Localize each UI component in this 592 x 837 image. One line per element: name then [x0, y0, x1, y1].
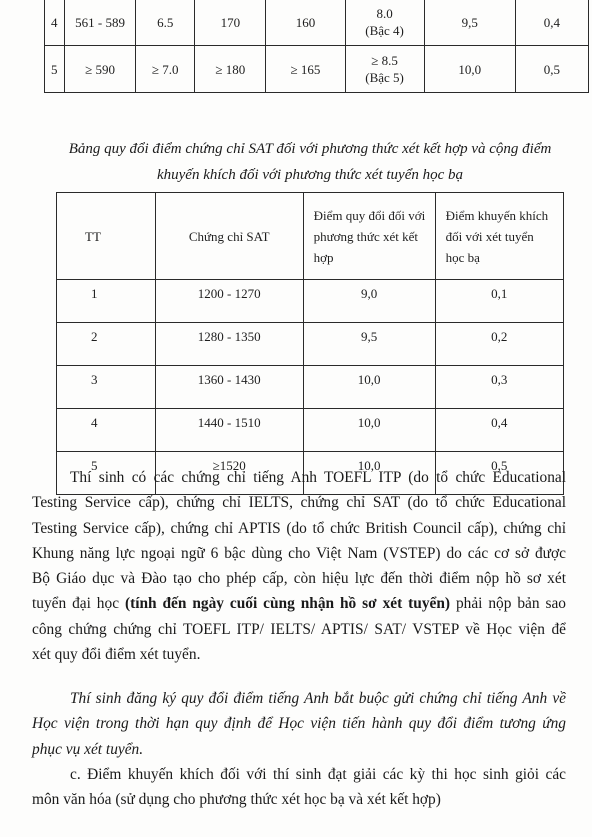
header-converted-score: Điểm quy đổi đối với phương thức xét kết hợp [303, 193, 435, 280]
converted-score: 10,0 [303, 409, 435, 452]
converted-score: 9,0 [303, 280, 435, 323]
sat-range: ≥1520 [155, 452, 303, 495]
text-line: xét quy đổi điểm xét tuyển. [32, 646, 201, 664]
text-line: Khung năng lực ngoại ngữ 6 bậc dùng cho Việt Nam (VSTEP) do các cơ sở được [32, 544, 566, 562]
vstep-score: ≥ 8.5 [371, 53, 398, 68]
converted-score: 10,0 [303, 452, 435, 495]
bonus-score: 0,1 [435, 280, 563, 323]
row-index: 3 [57, 366, 156, 409]
text-line: Testing Service cấp), chứng chỉ APTIS (do tổ chức British Council cấp), chứng chỉ [32, 519, 566, 537]
text-line: tuyển đại học (tính đến ngày cuối cùng nhận hồ sơ xét tuyển) phải nộp bản sao [32, 595, 566, 613]
text-line: Thí sinh có các chứng chỉ tiếng Anh TOEFL ITP (do tổ chức Educational [70, 469, 566, 486]
header-bonus-score: Điểm khuyến khích đối với xét tuyển học bạ [435, 193, 563, 280]
table-cell: 561 - 589 [65, 0, 136, 46]
table-cell: 170 [195, 0, 266, 46]
sat-conversion-table [56, 192, 564, 495]
row-index: 5 [45, 46, 65, 93]
table-caption-line-2: khuyến khích đối với phương thức xét tuyển học bạ [156, 167, 464, 183]
text-line: môn văn hóa (sử dụng cho phương thức xét học bạ và xét kết hợp) [32, 791, 441, 809]
table-cell: ≥ 590 [65, 46, 136, 93]
row-index: 2 [57, 323, 156, 366]
row-index: 4 [45, 0, 65, 46]
table-cell: 10,0 [424, 46, 515, 93]
table-cell: ≥ 7.0 [136, 46, 195, 93]
sat-range: 1200 - 1270 [155, 280, 303, 323]
table-cell: ≥ 180 [195, 46, 266, 93]
vstep-level: (Bậc 5) [365, 70, 404, 85]
table-row [57, 280, 564, 323]
paragraph-english-certificates [32, 465, 566, 667]
table-row [57, 323, 564, 366]
converted-score: 10,0 [303, 366, 435, 409]
bonus-score: 0,5 [435, 452, 563, 495]
converted-score: 9,5 [303, 323, 435, 366]
sat-range: 1360 - 1430 [155, 366, 303, 409]
text-line: c. Điểm khuyến khích đối với thí sinh đạt giải các kỳ thi học sinh giỏi các [70, 766, 566, 783]
table-row [45, 0, 589, 46]
header-tt: TT [57, 193, 156, 280]
language-cert-table-continued [44, 0, 589, 93]
text-line: Thí sinh đăng ký quy đổi điểm tiếng Anh bắt buộc gửi chứng chỉ tiếng Anh về [70, 690, 566, 707]
table-cell [345, 0, 424, 46]
table-row [45, 46, 589, 93]
table-caption-line-1: Bảng quy đổi điểm chứng chỉ SAT đối với phương thức xét kết hợp và cộng điểm [68, 141, 552, 157]
text-line: phục vụ xét tuyển. [32, 740, 144, 758]
text-line: Học viện trong thời hạn quy định để Học viện tiến hành quy đổi điểm tương ứng [32, 715, 566, 733]
header-sat-cert: Chứng chỉ SAT [155, 193, 303, 280]
text-line: Testing Service cấp), chứng chỉ IELTS, chứng chỉ SAT (do tổ chức Educational [32, 494, 566, 512]
table-cell: 6.5 [136, 0, 195, 46]
row-index: 4 [57, 409, 156, 452]
table-row [57, 366, 564, 409]
table-cell: 0,5 [515, 46, 588, 93]
table-cell: 0,4 [515, 0, 588, 46]
sat-range: 1280 - 1350 [155, 323, 303, 366]
text-line: Bộ Giáo dục và Đào tạo cho phép cấp, còn hiệu lực đến thời điểm nộp hồ sơ xét [32, 570, 566, 588]
table-header-row [57, 193, 564, 280]
table-cell: 160 [266, 0, 345, 46]
vstep-level: (Bậc 4) [365, 23, 404, 38]
table-cell: ≥ 165 [266, 46, 345, 93]
bonus-score: 0,2 [435, 323, 563, 366]
row-index: 1 [57, 280, 156, 323]
sat-range: 1440 - 1510 [155, 409, 303, 452]
table-row [57, 409, 564, 452]
paragraph-submission-note [32, 686, 566, 762]
bold-note: (tính đến ngày cuối cùng nhận hồ sơ xét tuyển) [124, 595, 451, 613]
table-cell [345, 46, 424, 93]
table-cell: 9,5 [424, 0, 515, 46]
text-line: công chứng chứng chỉ TOEFL ITP/ IELTS/ APTIS/ SAT/ VSTEP về Học viện để [32, 620, 566, 638]
bonus-score: 0,4 [435, 409, 563, 452]
paragraph-bonus-points-section [32, 762, 566, 813]
bonus-score: 0,3 [435, 366, 563, 409]
row-index: 5 [57, 452, 156, 495]
vstep-score: 8.0 [376, 6, 393, 21]
